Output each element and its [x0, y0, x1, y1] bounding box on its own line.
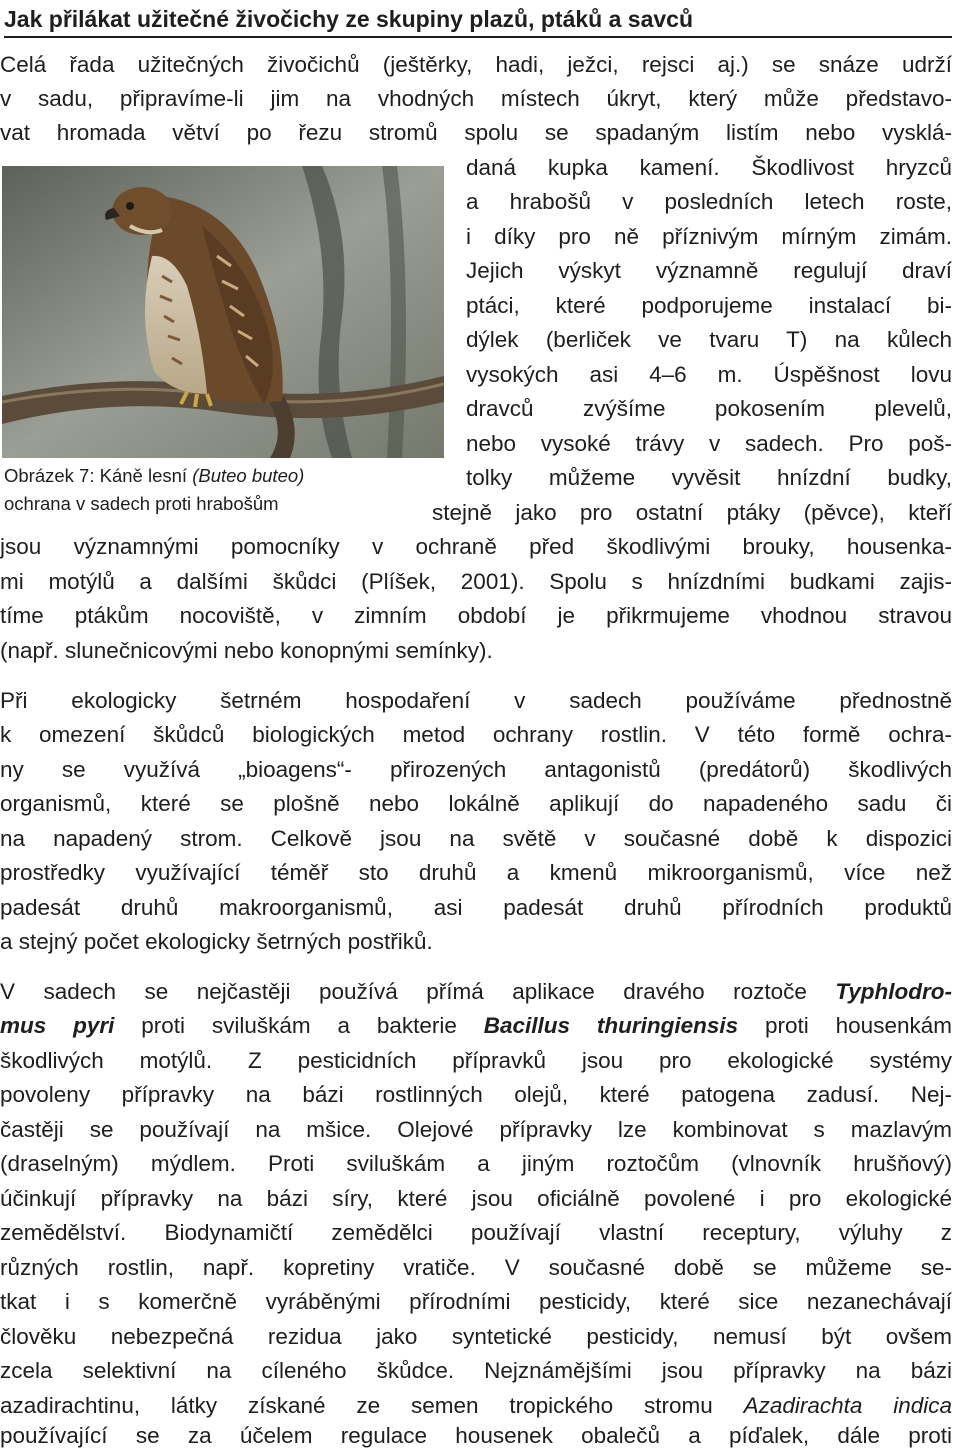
paragraph-3-line — [0, 975, 952, 1009]
section-heading: Jak přilákat užitečné živočichy ze skupiny plazů, ptáků a savců — [4, 6, 693, 32]
paragraph-2-line: k omezení škůdců biologických metod ochrany rostlin. V této formě ochra- — [0, 722, 952, 747]
species-name: mus pyri — [0, 1013, 115, 1038]
paragraph-1-line: jsou významnými pomocníky v ochraně před škodlivými brouky, housenka- — [0, 534, 952, 559]
paragraph-1-line: nebo vysoké trávy v sadech. Pro poš- — [466, 431, 952, 456]
caption-species: (Buteo buteo) — [192, 465, 305, 486]
paragraph-3-text: proti sviluškám a bakterie — [114, 1013, 484, 1038]
paragraph-2-line: ny se využívá „bioagens“- přirozených antagonistů (predátorů) škodlivých — [0, 757, 952, 782]
paragraph-1-line: dravců zvýšíme pokosením plevelů, — [466, 396, 952, 421]
paragraph-1-line: i díky pro ně příznivým mírným zimám. — [466, 224, 952, 249]
paragraph-1-line: a hrabošů v posledních letech roste, — [466, 189, 952, 214]
caption-line-2: ochrana v sadech proti hrabošům — [4, 493, 279, 514]
paragraph-3-line: tkat i s komerčně vyráběnými přírodními pesticidy, které sice nezanechávají — [0, 1289, 952, 1314]
paragraph-3-line: různých rostlin, např. kopretiny vratiče. V současné době se můžeme se- — [0, 1255, 952, 1280]
paragraph-3-line: (draselným) mýdlem. Proti sviluškám a jiným roztočům (vlnovník hrušňový) — [0, 1151, 952, 1176]
paragraph-3-text: azadirachtinu, látky získané ze semen tropického stromu — [0, 1393, 744, 1418]
paragraph-3-line: člověku nebezpečná rezidua jako syntetické pesticidy, nemusí být ovšem — [0, 1324, 952, 1349]
paragraph-1-line: tíme ptákům nocoviště, v zimním období je přikrmujeme vhodnou stravou — [0, 603, 952, 628]
paragraph-1-line: mi motýlů a dalšími škůdci (Plíšek, 2001). Spolu s hnízdními budkami zajis- — [0, 569, 952, 594]
paragraph-1-line: stejně jako pro ostatní ptáky (pěvce), kteří — [432, 500, 952, 525]
paragraph-1-line: (např. slunečnicovými nebo konopnými semínky). — [0, 638, 493, 663]
paragraph-1-line: ptáci, které podporujeme instalací bi- — [466, 293, 952, 318]
paragraph-3-line: zcela selektivní na cíleného škůdce. Nejznámějšími jsou přípravky na bázi — [0, 1358, 952, 1383]
paragraph-1-line: vysokých asi 4–6 m. Úspěšnost lovu — [466, 362, 952, 387]
buzzard-photo-icon — [2, 166, 444, 458]
species-name: Typhlodro- — [835, 979, 952, 1004]
figure-caption — [4, 462, 424, 518]
paragraph-1-line: Celá řada užitečných živočichů (ještěrky, hadi, ježci, rejsci aj.) se snáze udrží — [0, 52, 952, 77]
paragraph-3-line — [0, 1389, 952, 1423]
paragraph-2-line: organismů, které se plošně nebo lokálně aplikují do napadeného sadu či — [0, 791, 952, 816]
paragraph-1-line: daná kupka kamení. Škodlivost hryzců — [466, 155, 952, 180]
paragraph-2-line: padesát druhů makroorganismů, asi padesát druhů přírodních produktů — [0, 895, 952, 920]
caption-label: Obrázek 7: Káně lesní — [4, 465, 193, 486]
paragraph-3-line: častěji se používají na mšice. Olejové přípravky lze kombinovat s mazlavým — [0, 1117, 952, 1142]
paragraph-3-text: proti housenkám — [738, 1013, 952, 1038]
paragraph-3-line — [0, 1009, 952, 1043]
species-name: Azadirachta indica — [743, 1393, 952, 1418]
species-name: Bacillus thuringiensis — [483, 1013, 739, 1038]
paragraph-1-line: v sadu, připravíme-li jim na vhodných místech úkryt, který může představo- — [0, 86, 952, 111]
paragraph-1-line: Jejich výskyt významně regulují draví — [466, 258, 952, 283]
paragraph-3-line: škodlivých motýlů. Z pesticidních přípravků jsou pro ekologické systémy — [0, 1048, 952, 1073]
heading-underline — [4, 36, 952, 38]
paragraph-3-line: účinkují přípravky na bázi síry, které jsou oficiálně povolené i pro ekologické — [0, 1186, 952, 1211]
paragraph-1-line: vat hromada větví po řezu stromů spolu se spadaným listím nebo vysklá- — [0, 120, 952, 145]
paragraph-1-line: tolky můžeme vyvěsit hnízdní budky, — [466, 465, 952, 490]
paragraph-3-line: povoleny přípravky na bázi rostlinných olejů, které patogena zadusí. Nej- — [0, 1082, 952, 1107]
paragraph-2-line: na napadený strom. Celkově jsou na světě v současné době k dispozici — [0, 826, 952, 851]
paragraph-3-text: V sadech se nejčastěji používá přímá aplikace dravého roztoče — [0, 979, 836, 1004]
paragraph-2-line: Při ekologicky šetrném hospodaření v sadech používáme přednostně — [0, 688, 952, 713]
paragraph-2-line: a stejný počet ekologicky šetrných postřiků. — [0, 929, 433, 954]
paragraph-2-line: prostředky využívající téměř sto druhů a kmenů mikroorganismů, více než — [0, 860, 952, 885]
paragraph-3-line: používající se za účelem regulace housenek obalečů a píďalek, dále proti — [0, 1423, 952, 1448]
paragraph-3-line: zemědělství. Biodynamičtí zemědělci používají vlastní receptury, výluhy z — [0, 1220, 952, 1245]
paragraph-1-line: dýlek (berliček ve tvaru T) na kůlech — [466, 327, 952, 352]
